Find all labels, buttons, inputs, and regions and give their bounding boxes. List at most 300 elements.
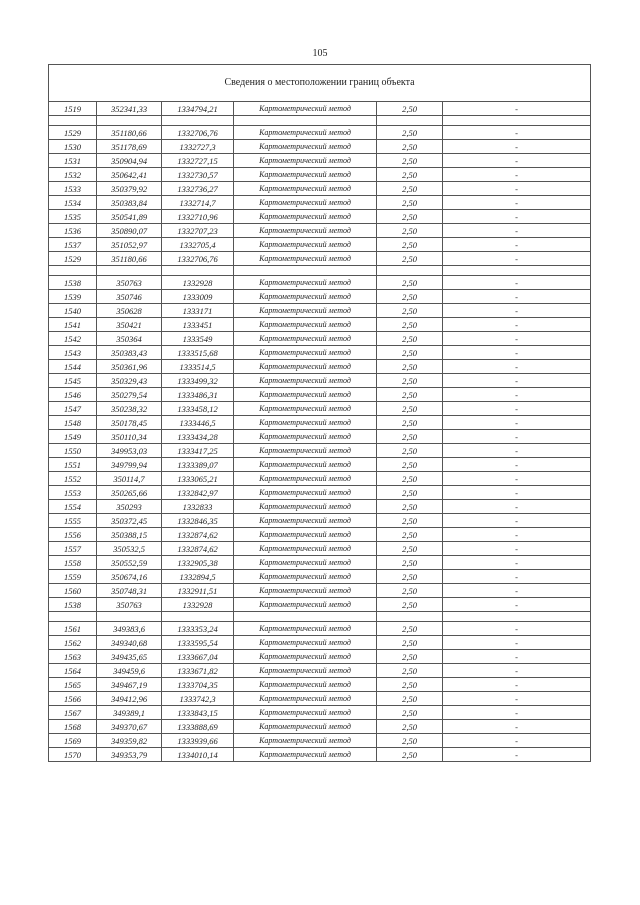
y-coordinate-cell: 1333667,04 bbox=[162, 650, 234, 664]
accuracy-cell: 2,50 bbox=[377, 556, 443, 570]
description-cell: - bbox=[443, 252, 591, 266]
accuracy-cell: 2,50 bbox=[377, 692, 443, 706]
description-cell: - bbox=[443, 276, 591, 290]
table-row bbox=[49, 748, 591, 762]
x-coordinate-cell: 350383,43 bbox=[97, 346, 162, 360]
method-cell: Картометрический метод bbox=[234, 126, 377, 140]
description-cell: - bbox=[443, 196, 591, 210]
point-number-cell: 1558 bbox=[49, 556, 97, 570]
point-number-cell: 1550 bbox=[49, 444, 97, 458]
empty-cell bbox=[443, 266, 591, 276]
empty-cell bbox=[443, 116, 591, 126]
method-cell: Картометрический метод bbox=[234, 224, 377, 238]
description-cell: - bbox=[443, 332, 591, 346]
point-number-cell: 1542 bbox=[49, 332, 97, 346]
method-cell: Картометрический метод bbox=[234, 636, 377, 650]
point-number-cell: 1531 bbox=[49, 154, 97, 168]
point-number-cell: 1544 bbox=[49, 360, 97, 374]
accuracy-cell: 2,50 bbox=[377, 154, 443, 168]
accuracy-cell: 2,50 bbox=[377, 514, 443, 528]
x-coordinate-cell: 349799,94 bbox=[97, 458, 162, 472]
accuracy-cell: 2,50 bbox=[377, 528, 443, 542]
description-cell: - bbox=[443, 584, 591, 598]
method-cell: Картометрический метод bbox=[234, 168, 377, 182]
x-coordinate-cell: 349435,65 bbox=[97, 650, 162, 664]
description-cell: - bbox=[443, 570, 591, 584]
table-row bbox=[49, 706, 591, 720]
accuracy-cell: 2,50 bbox=[377, 472, 443, 486]
x-coordinate-cell: 350238,32 bbox=[97, 402, 162, 416]
x-coordinate-cell: 349412,96 bbox=[97, 692, 162, 706]
description-cell: - bbox=[443, 182, 591, 196]
table-row bbox=[49, 514, 591, 528]
y-coordinate-cell: 1333353,24 bbox=[162, 622, 234, 636]
point-number-cell: 1547 bbox=[49, 402, 97, 416]
y-coordinate-cell: 1332730,57 bbox=[162, 168, 234, 182]
table-row bbox=[49, 360, 591, 374]
point-number-cell: 1551 bbox=[49, 458, 97, 472]
method-cell: Картометрический метод bbox=[234, 570, 377, 584]
method-cell: Картометрический метод bbox=[234, 332, 377, 346]
y-coordinate-cell: 1333671,82 bbox=[162, 664, 234, 678]
x-coordinate-cell: 350361,96 bbox=[97, 360, 162, 374]
table-row bbox=[49, 196, 591, 210]
description-cell: - bbox=[443, 388, 591, 402]
method-cell: Картометрический метод bbox=[234, 692, 377, 706]
y-coordinate-cell: 1332706,76 bbox=[162, 252, 234, 266]
accuracy-cell: 2,50 bbox=[377, 678, 443, 692]
y-coordinate-cell: 1332736,27 bbox=[162, 182, 234, 196]
table-row bbox=[49, 182, 591, 196]
accuracy-cell: 2,50 bbox=[377, 584, 443, 598]
x-coordinate-cell: 350552,59 bbox=[97, 556, 162, 570]
point-number-cell: 1529 bbox=[49, 252, 97, 266]
accuracy-cell: 2,50 bbox=[377, 664, 443, 678]
x-coordinate-cell: 350421 bbox=[97, 318, 162, 332]
accuracy-cell: 2,50 bbox=[377, 182, 443, 196]
method-cell: Картометрический метод bbox=[234, 102, 377, 116]
table-row bbox=[49, 154, 591, 168]
empty-cell bbox=[49, 116, 97, 126]
y-coordinate-cell: 1332928 bbox=[162, 276, 234, 290]
point-number-cell: 1541 bbox=[49, 318, 97, 332]
point-number-cell: 1562 bbox=[49, 636, 97, 650]
description-cell: - bbox=[443, 748, 591, 762]
empty-cell bbox=[377, 116, 443, 126]
description-cell: - bbox=[443, 678, 591, 692]
point-number-cell: 1546 bbox=[49, 388, 97, 402]
method-cell: Картометрический метод bbox=[234, 374, 377, 388]
page-number: 105 bbox=[312, 48, 328, 59]
separator-row bbox=[49, 266, 591, 276]
point-number-cell: 1557 bbox=[49, 542, 97, 556]
point-number-cell: 1564 bbox=[49, 664, 97, 678]
x-coordinate-cell: 349370,67 bbox=[97, 720, 162, 734]
method-cell: Картометрический метод bbox=[234, 706, 377, 720]
separator-row bbox=[49, 612, 591, 622]
y-coordinate-cell: 1333595,54 bbox=[162, 636, 234, 650]
accuracy-cell: 2,50 bbox=[377, 622, 443, 636]
accuracy-cell: 2,50 bbox=[377, 598, 443, 612]
description-cell: - bbox=[443, 210, 591, 224]
accuracy-cell: 2,50 bbox=[377, 542, 443, 556]
accuracy-cell: 2,50 bbox=[377, 126, 443, 140]
y-coordinate-cell: 1332705,4 bbox=[162, 238, 234, 252]
accuracy-cell: 2,50 bbox=[377, 224, 443, 238]
y-coordinate-cell: 1332706,76 bbox=[162, 126, 234, 140]
method-cell: Картометрический метод bbox=[234, 528, 377, 542]
table-title: Сведения о местоположении границ объекта bbox=[49, 65, 591, 102]
table-row bbox=[49, 210, 591, 224]
description-cell: - bbox=[443, 318, 591, 332]
point-number-cell: 1554 bbox=[49, 500, 97, 514]
y-coordinate-cell: 1333458,12 bbox=[162, 402, 234, 416]
method-cell: Картометрический метод bbox=[234, 196, 377, 210]
y-coordinate-cell: 1332894,5 bbox=[162, 570, 234, 584]
table-row bbox=[49, 528, 591, 542]
description-cell: - bbox=[443, 374, 591, 388]
x-coordinate-cell: 349467,19 bbox=[97, 678, 162, 692]
point-number-cell: 1537 bbox=[49, 238, 97, 252]
x-coordinate-cell: 349953,03 bbox=[97, 444, 162, 458]
point-number-cell: 1535 bbox=[49, 210, 97, 224]
y-coordinate-cell: 1333843,15 bbox=[162, 706, 234, 720]
table-row bbox=[49, 650, 591, 664]
table-row bbox=[49, 346, 591, 360]
x-coordinate-cell: 350746 bbox=[97, 290, 162, 304]
accuracy-cell: 2,50 bbox=[377, 332, 443, 346]
description-cell: - bbox=[443, 168, 591, 182]
x-coordinate-cell: 350114,7 bbox=[97, 472, 162, 486]
point-number-cell: 1560 bbox=[49, 584, 97, 598]
method-cell: Картометрический метод bbox=[234, 664, 377, 678]
table-row bbox=[49, 458, 591, 472]
point-number-cell: 1534 bbox=[49, 196, 97, 210]
point-number-cell: 1565 bbox=[49, 678, 97, 692]
y-coordinate-cell: 1333514,5 bbox=[162, 360, 234, 374]
method-cell: Картометрический метод bbox=[234, 514, 377, 528]
table-row bbox=[49, 734, 591, 748]
table-row bbox=[49, 102, 591, 116]
y-coordinate-cell: 1332714,7 bbox=[162, 196, 234, 210]
y-coordinate-cell: 1333446,5 bbox=[162, 416, 234, 430]
x-coordinate-cell: 352341,33 bbox=[97, 102, 162, 116]
point-number-cell: 1536 bbox=[49, 224, 97, 238]
method-cell: Картометрический метод bbox=[234, 734, 377, 748]
y-coordinate-cell: 1333065,21 bbox=[162, 472, 234, 486]
accuracy-cell: 2,50 bbox=[377, 374, 443, 388]
description-cell: - bbox=[443, 500, 591, 514]
accuracy-cell: 2,50 bbox=[377, 706, 443, 720]
table-row bbox=[49, 276, 591, 290]
table-row bbox=[49, 720, 591, 734]
x-coordinate-cell: 349459,6 bbox=[97, 664, 162, 678]
accuracy-cell: 2,50 bbox=[377, 346, 443, 360]
method-cell: Картометрический метод bbox=[234, 430, 377, 444]
method-cell: Картометрический метод bbox=[234, 720, 377, 734]
y-coordinate-cell: 1333451 bbox=[162, 318, 234, 332]
table-row bbox=[49, 430, 591, 444]
empty-cell bbox=[377, 612, 443, 622]
description-cell: - bbox=[443, 706, 591, 720]
point-number-cell: 1566 bbox=[49, 692, 97, 706]
x-coordinate-cell: 350748,31 bbox=[97, 584, 162, 598]
x-coordinate-cell: 350642,41 bbox=[97, 168, 162, 182]
description-cell: - bbox=[443, 304, 591, 318]
method-cell: Картометрический метод bbox=[234, 276, 377, 290]
point-number-cell: 1548 bbox=[49, 416, 97, 430]
point-number-cell: 1561 bbox=[49, 622, 97, 636]
point-number-cell: 1556 bbox=[49, 528, 97, 542]
y-coordinate-cell: 1333939,66 bbox=[162, 734, 234, 748]
point-number-cell: 1569 bbox=[49, 734, 97, 748]
empty-cell bbox=[234, 612, 377, 622]
description-cell: - bbox=[443, 542, 591, 556]
point-number-cell: 1532 bbox=[49, 168, 97, 182]
point-number-cell: 1549 bbox=[49, 430, 97, 444]
empty-cell bbox=[443, 612, 591, 622]
empty-cell bbox=[234, 266, 377, 276]
y-coordinate-cell: 1333888,69 bbox=[162, 720, 234, 734]
accuracy-cell: 2,50 bbox=[377, 650, 443, 664]
x-coordinate-cell: 351180,66 bbox=[97, 126, 162, 140]
point-number-cell: 1552 bbox=[49, 472, 97, 486]
y-coordinate-cell: 1333009 bbox=[162, 290, 234, 304]
table-row bbox=[49, 168, 591, 182]
point-number-cell: 1567 bbox=[49, 706, 97, 720]
accuracy-cell: 2,50 bbox=[377, 734, 443, 748]
accuracy-cell: 2,50 bbox=[377, 252, 443, 266]
table-title-row bbox=[49, 65, 591, 102]
table-row bbox=[49, 692, 591, 706]
method-cell: Картометрический метод bbox=[234, 154, 377, 168]
y-coordinate-cell: 1333742,3 bbox=[162, 692, 234, 706]
x-coordinate-cell: 350541,89 bbox=[97, 210, 162, 224]
accuracy-cell: 2,50 bbox=[377, 388, 443, 402]
table-row bbox=[49, 598, 591, 612]
x-coordinate-cell: 349383,6 bbox=[97, 622, 162, 636]
y-coordinate-cell: 1332874,62 bbox=[162, 542, 234, 556]
x-coordinate-cell: 349359,82 bbox=[97, 734, 162, 748]
table-row bbox=[49, 290, 591, 304]
point-number-cell: 1553 bbox=[49, 486, 97, 500]
method-cell: Картометрический метод bbox=[234, 486, 377, 500]
description-cell: - bbox=[443, 430, 591, 444]
description-cell: - bbox=[443, 514, 591, 528]
empty-cell bbox=[234, 116, 377, 126]
method-cell: Картометрический метод bbox=[234, 360, 377, 374]
method-cell: Картометрический метод bbox=[234, 556, 377, 570]
table-row bbox=[49, 416, 591, 430]
x-coordinate-cell: 350293 bbox=[97, 500, 162, 514]
description-cell: - bbox=[443, 126, 591, 140]
method-cell: Картометрический метод bbox=[234, 678, 377, 692]
y-coordinate-cell: 1334010,14 bbox=[162, 748, 234, 762]
x-coordinate-cell: 350904,94 bbox=[97, 154, 162, 168]
table-row bbox=[49, 388, 591, 402]
table-row bbox=[49, 570, 591, 584]
x-coordinate-cell: 350364 bbox=[97, 332, 162, 346]
table-row bbox=[49, 556, 591, 570]
table-row bbox=[49, 542, 591, 556]
y-coordinate-cell: 1333389,07 bbox=[162, 458, 234, 472]
description-cell: - bbox=[443, 598, 591, 612]
point-number-cell: 1530 bbox=[49, 140, 97, 154]
method-cell: Картометрический метод bbox=[234, 318, 377, 332]
table-row bbox=[49, 332, 591, 346]
empty-cell bbox=[49, 612, 97, 622]
y-coordinate-cell: 1332727,3 bbox=[162, 140, 234, 154]
accuracy-cell: 2,50 bbox=[377, 430, 443, 444]
empty-cell bbox=[49, 266, 97, 276]
description-cell: - bbox=[443, 416, 591, 430]
accuracy-cell: 2,50 bbox=[377, 290, 443, 304]
y-coordinate-cell: 1332905,38 bbox=[162, 556, 234, 570]
x-coordinate-cell: 350372,45 bbox=[97, 514, 162, 528]
point-number-cell: 1539 bbox=[49, 290, 97, 304]
x-coordinate-cell: 350178,45 bbox=[97, 416, 162, 430]
description-cell: - bbox=[443, 346, 591, 360]
y-coordinate-cell: 1333486,31 bbox=[162, 388, 234, 402]
y-coordinate-cell: 1332727,15 bbox=[162, 154, 234, 168]
x-coordinate-cell: 350383,84 bbox=[97, 196, 162, 210]
accuracy-cell: 2,50 bbox=[377, 102, 443, 116]
method-cell: Картометрический метод bbox=[234, 402, 377, 416]
x-coordinate-cell: 350379,92 bbox=[97, 182, 162, 196]
point-number-cell: 1559 bbox=[49, 570, 97, 584]
method-cell: Картометрический метод bbox=[234, 290, 377, 304]
description-cell: - bbox=[443, 636, 591, 650]
x-coordinate-cell: 350763 bbox=[97, 276, 162, 290]
separator-row bbox=[49, 116, 591, 126]
y-coordinate-cell: 1332874,62 bbox=[162, 528, 234, 542]
accuracy-cell: 2,50 bbox=[377, 276, 443, 290]
description-cell: - bbox=[443, 622, 591, 636]
x-coordinate-cell: 350674,16 bbox=[97, 570, 162, 584]
table-row bbox=[49, 238, 591, 252]
x-coordinate-cell: 350763 bbox=[97, 598, 162, 612]
table-row bbox=[49, 678, 591, 692]
point-number-cell: 1570 bbox=[49, 748, 97, 762]
table-row bbox=[49, 304, 591, 318]
table-body bbox=[49, 65, 591, 762]
y-coordinate-cell: 1333549 bbox=[162, 332, 234, 346]
accuracy-cell: 2,50 bbox=[377, 748, 443, 762]
accuracy-cell: 2,50 bbox=[377, 402, 443, 416]
x-coordinate-cell: 350279,54 bbox=[97, 388, 162, 402]
description-cell: - bbox=[443, 444, 591, 458]
description-cell: - bbox=[443, 360, 591, 374]
description-cell: - bbox=[443, 458, 591, 472]
empty-cell bbox=[97, 612, 162, 622]
y-coordinate-cell: 1332911,51 bbox=[162, 584, 234, 598]
point-number-cell: 1563 bbox=[49, 650, 97, 664]
accuracy-cell: 2,50 bbox=[377, 486, 443, 500]
empty-cell bbox=[162, 612, 234, 622]
method-cell: Картометрический метод bbox=[234, 584, 377, 598]
table-row bbox=[49, 318, 591, 332]
description-cell: - bbox=[443, 692, 591, 706]
x-coordinate-cell: 350388,15 bbox=[97, 528, 162, 542]
y-coordinate-cell: 1334794,21 bbox=[162, 102, 234, 116]
accuracy-cell: 2,50 bbox=[377, 720, 443, 734]
point-number-cell: 1555 bbox=[49, 514, 97, 528]
x-coordinate-cell: 350329,43 bbox=[97, 374, 162, 388]
y-coordinate-cell: 1333417,25 bbox=[162, 444, 234, 458]
y-coordinate-cell: 1332842,97 bbox=[162, 486, 234, 500]
description-cell: - bbox=[443, 650, 591, 664]
accuracy-cell: 2,50 bbox=[377, 570, 443, 584]
x-coordinate-cell: 350265,66 bbox=[97, 486, 162, 500]
x-coordinate-cell: 351178,69 bbox=[97, 140, 162, 154]
method-cell: Картометрический метод bbox=[234, 622, 377, 636]
description-cell: - bbox=[443, 720, 591, 734]
point-number-cell: 1533 bbox=[49, 182, 97, 196]
method-cell: Картометрический метод bbox=[234, 210, 377, 224]
method-cell: Картометрический метод bbox=[234, 444, 377, 458]
accuracy-cell: 2,50 bbox=[377, 416, 443, 430]
table-row bbox=[49, 636, 591, 650]
point-number-cell: 1543 bbox=[49, 346, 97, 360]
accuracy-cell: 2,50 bbox=[377, 304, 443, 318]
description-cell: - bbox=[443, 528, 591, 542]
table-row bbox=[49, 500, 591, 514]
y-coordinate-cell: 1333434,28 bbox=[162, 430, 234, 444]
empty-cell bbox=[97, 116, 162, 126]
method-cell: Картометрический метод bbox=[234, 416, 377, 430]
table-row bbox=[49, 622, 591, 636]
accuracy-cell: 2,50 bbox=[377, 458, 443, 472]
empty-cell bbox=[162, 116, 234, 126]
point-number-cell: 1529 bbox=[49, 126, 97, 140]
y-coordinate-cell: 1333704,35 bbox=[162, 678, 234, 692]
point-number-cell: 1538 bbox=[49, 598, 97, 612]
x-coordinate-cell: 350532,5 bbox=[97, 542, 162, 556]
x-coordinate-cell: 349353,79 bbox=[97, 748, 162, 762]
x-coordinate-cell: 350890,07 bbox=[97, 224, 162, 238]
accuracy-cell: 2,50 bbox=[377, 360, 443, 374]
accuracy-cell: 2,50 bbox=[377, 238, 443, 252]
description-cell: - bbox=[443, 140, 591, 154]
accuracy-cell: 2,50 bbox=[377, 444, 443, 458]
method-cell: Картометрический метод bbox=[234, 238, 377, 252]
method-cell: Картометрический метод bbox=[234, 388, 377, 402]
x-coordinate-cell: 351052,97 bbox=[97, 238, 162, 252]
description-cell: - bbox=[443, 224, 591, 238]
y-coordinate-cell: 1332846,35 bbox=[162, 514, 234, 528]
description-cell: - bbox=[443, 486, 591, 500]
x-coordinate-cell: 349389,1 bbox=[97, 706, 162, 720]
table-row bbox=[49, 252, 591, 266]
table-row bbox=[49, 126, 591, 140]
method-cell: Картометрический метод bbox=[234, 182, 377, 196]
method-cell: Картометрический метод bbox=[234, 748, 377, 762]
description-cell: - bbox=[443, 154, 591, 168]
method-cell: Картометрический метод bbox=[234, 140, 377, 154]
empty-cell bbox=[162, 266, 234, 276]
description-cell: - bbox=[443, 734, 591, 748]
table-row bbox=[49, 374, 591, 388]
point-number-cell: 1545 bbox=[49, 374, 97, 388]
method-cell: Картометрический метод bbox=[234, 346, 377, 360]
description-cell: - bbox=[443, 664, 591, 678]
table-row bbox=[49, 224, 591, 238]
boundary-coordinates-table bbox=[48, 64, 591, 762]
method-cell: Картометрический метод bbox=[234, 500, 377, 514]
description-cell: - bbox=[443, 238, 591, 252]
point-number-cell: 1538 bbox=[49, 276, 97, 290]
accuracy-cell: 2,50 bbox=[377, 318, 443, 332]
